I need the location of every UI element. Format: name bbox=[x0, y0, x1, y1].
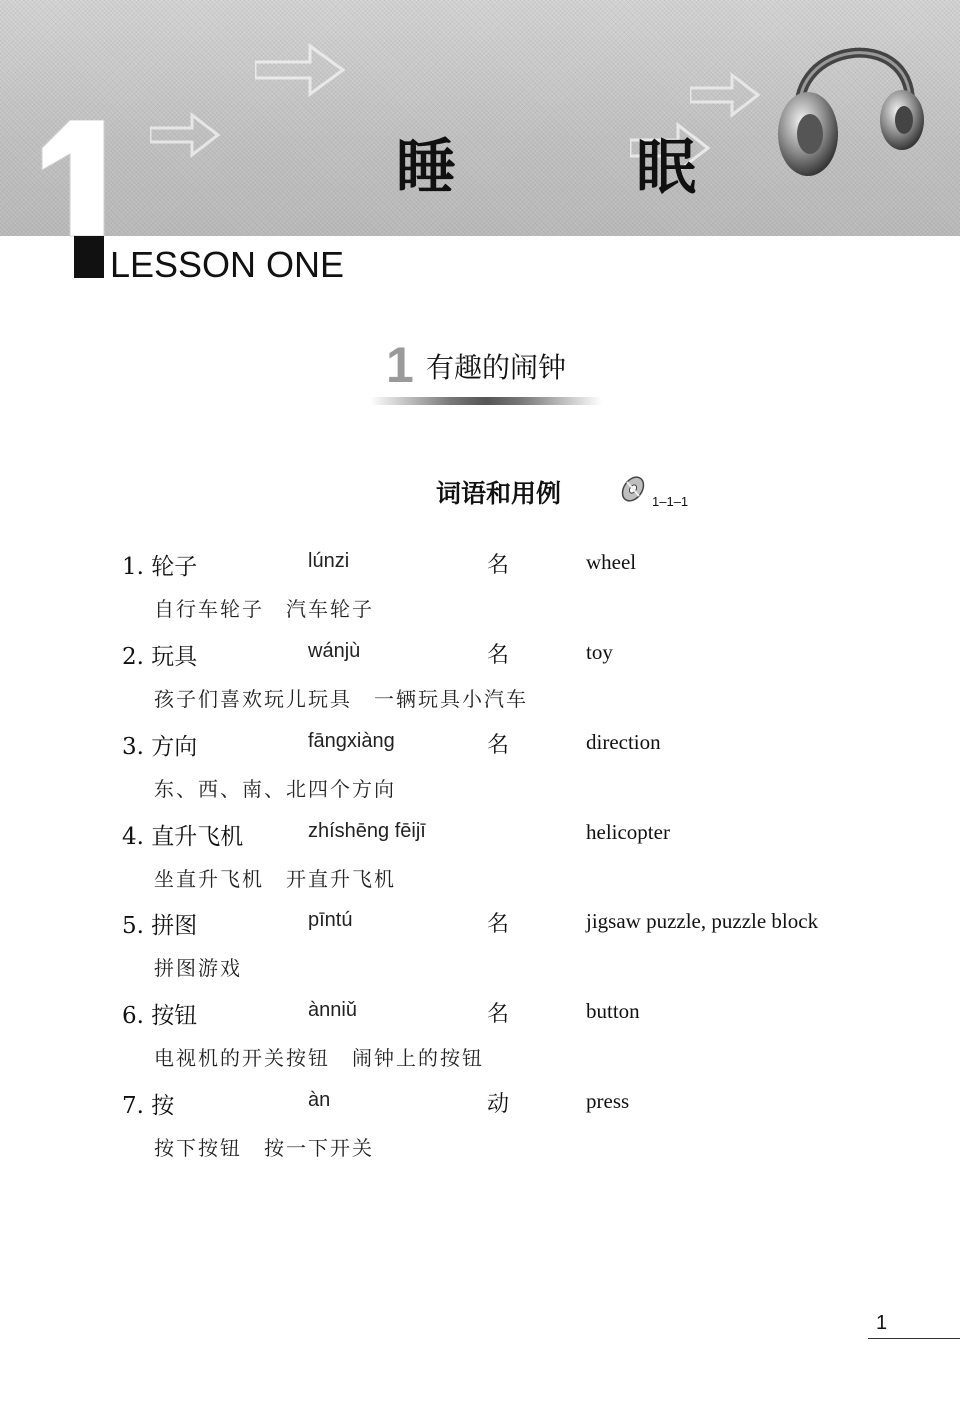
vocab-word: 5. 拼图 bbox=[122, 913, 198, 939]
vocab-part-of-speech: 动 bbox=[487, 1092, 510, 1117]
vocab-word: 4. 直升飞机 bbox=[122, 824, 244, 850]
vocab-pinyin: lúnzi bbox=[308, 550, 350, 572]
vocab-example: 按下按钮 按一下开关 bbox=[154, 1136, 374, 1160]
vocab-entry bbox=[0, 1087, 960, 1177]
vocab-part-of-speech: 名 bbox=[487, 643, 510, 668]
vocab-pinyin: zhíshēng fēijī bbox=[308, 820, 426, 842]
lesson-number-block bbox=[74, 236, 104, 278]
vocab-entry bbox=[0, 818, 960, 908]
vocab-meaning: helicopter bbox=[586, 820, 670, 844]
vocab-part-of-speech: 名 bbox=[487, 1002, 510, 1027]
vocab-example: 孩子们喜欢玩儿玩具 一辆玩具小汽车 bbox=[154, 687, 528, 711]
vocab-part-of-speech: 名 bbox=[487, 912, 510, 937]
vocab-entry bbox=[0, 728, 960, 818]
vocab-meaning: button bbox=[586, 999, 640, 1023]
vocab-meaning: press bbox=[586, 1089, 630, 1113]
page-number: 1 bbox=[876, 1312, 888, 1334]
arrow-decoration bbox=[255, 40, 345, 100]
vocab-meaning: jigsaw puzzle, puzzle block bbox=[586, 909, 819, 933]
vocab-word: 7. 按 bbox=[122, 1093, 175, 1119]
vocab-entry bbox=[0, 548, 960, 638]
text-number: 1 bbox=[386, 337, 414, 393]
lesson-title: 睡 眠 bbox=[396, 133, 756, 203]
vocab-meaning: toy bbox=[586, 640, 613, 664]
vocab-word: 3. 方向 bbox=[122, 734, 198, 760]
text-title: 有趣的闹钟 bbox=[426, 351, 567, 384]
vocab-word: 6. 按钮 bbox=[122, 1003, 198, 1029]
vocab-meaning: direction bbox=[586, 730, 661, 754]
vocab-example: 东、西、南、北四个方向 bbox=[154, 777, 396, 801]
vocab-part-of-speech: 名 bbox=[487, 733, 510, 758]
vocab-example: 拼图游戏 bbox=[154, 956, 242, 980]
vocab-pinyin: wánjù bbox=[308, 640, 361, 662]
vocab-pinyin: fāngxiàng bbox=[308, 730, 395, 752]
vocab-meaning: wheel bbox=[586, 550, 637, 574]
track-code: 1–1–1 bbox=[652, 494, 689, 509]
headphones-icon bbox=[770, 22, 930, 192]
vocab-word: 1. 轮子 bbox=[122, 554, 198, 580]
vocab-example: 电视机的开关按钮 闹钟上的按钮 bbox=[154, 1046, 484, 1070]
vocab-word: 2. 玩具 bbox=[122, 644, 198, 670]
vocab-pinyin: pīntú bbox=[308, 909, 353, 931]
vocab-part-of-speech: 名 bbox=[487, 553, 510, 578]
page-number-rule bbox=[868, 1338, 960, 1339]
vocab-entry bbox=[0, 907, 960, 997]
vocab-example: 自行车轮子 汽车轮子 bbox=[154, 597, 374, 621]
title-underline bbox=[370, 397, 602, 405]
section-title: 词语和用例 bbox=[436, 479, 562, 508]
vocab-example: 坐直升飞机 开直升飞机 bbox=[154, 867, 396, 891]
vocab-entry bbox=[0, 997, 960, 1087]
arrow-decoration bbox=[150, 110, 220, 160]
lesson-banner bbox=[0, 0, 960, 236]
lesson-label: LESSON ONE bbox=[110, 244, 345, 285]
arrow-decoration bbox=[690, 70, 760, 120]
cd-icon[interactable] bbox=[618, 474, 648, 504]
vocab-pinyin: ànniǔ bbox=[308, 999, 357, 1021]
vocab-pinyin: àn bbox=[308, 1089, 331, 1111]
vocab-entry bbox=[0, 638, 960, 728]
